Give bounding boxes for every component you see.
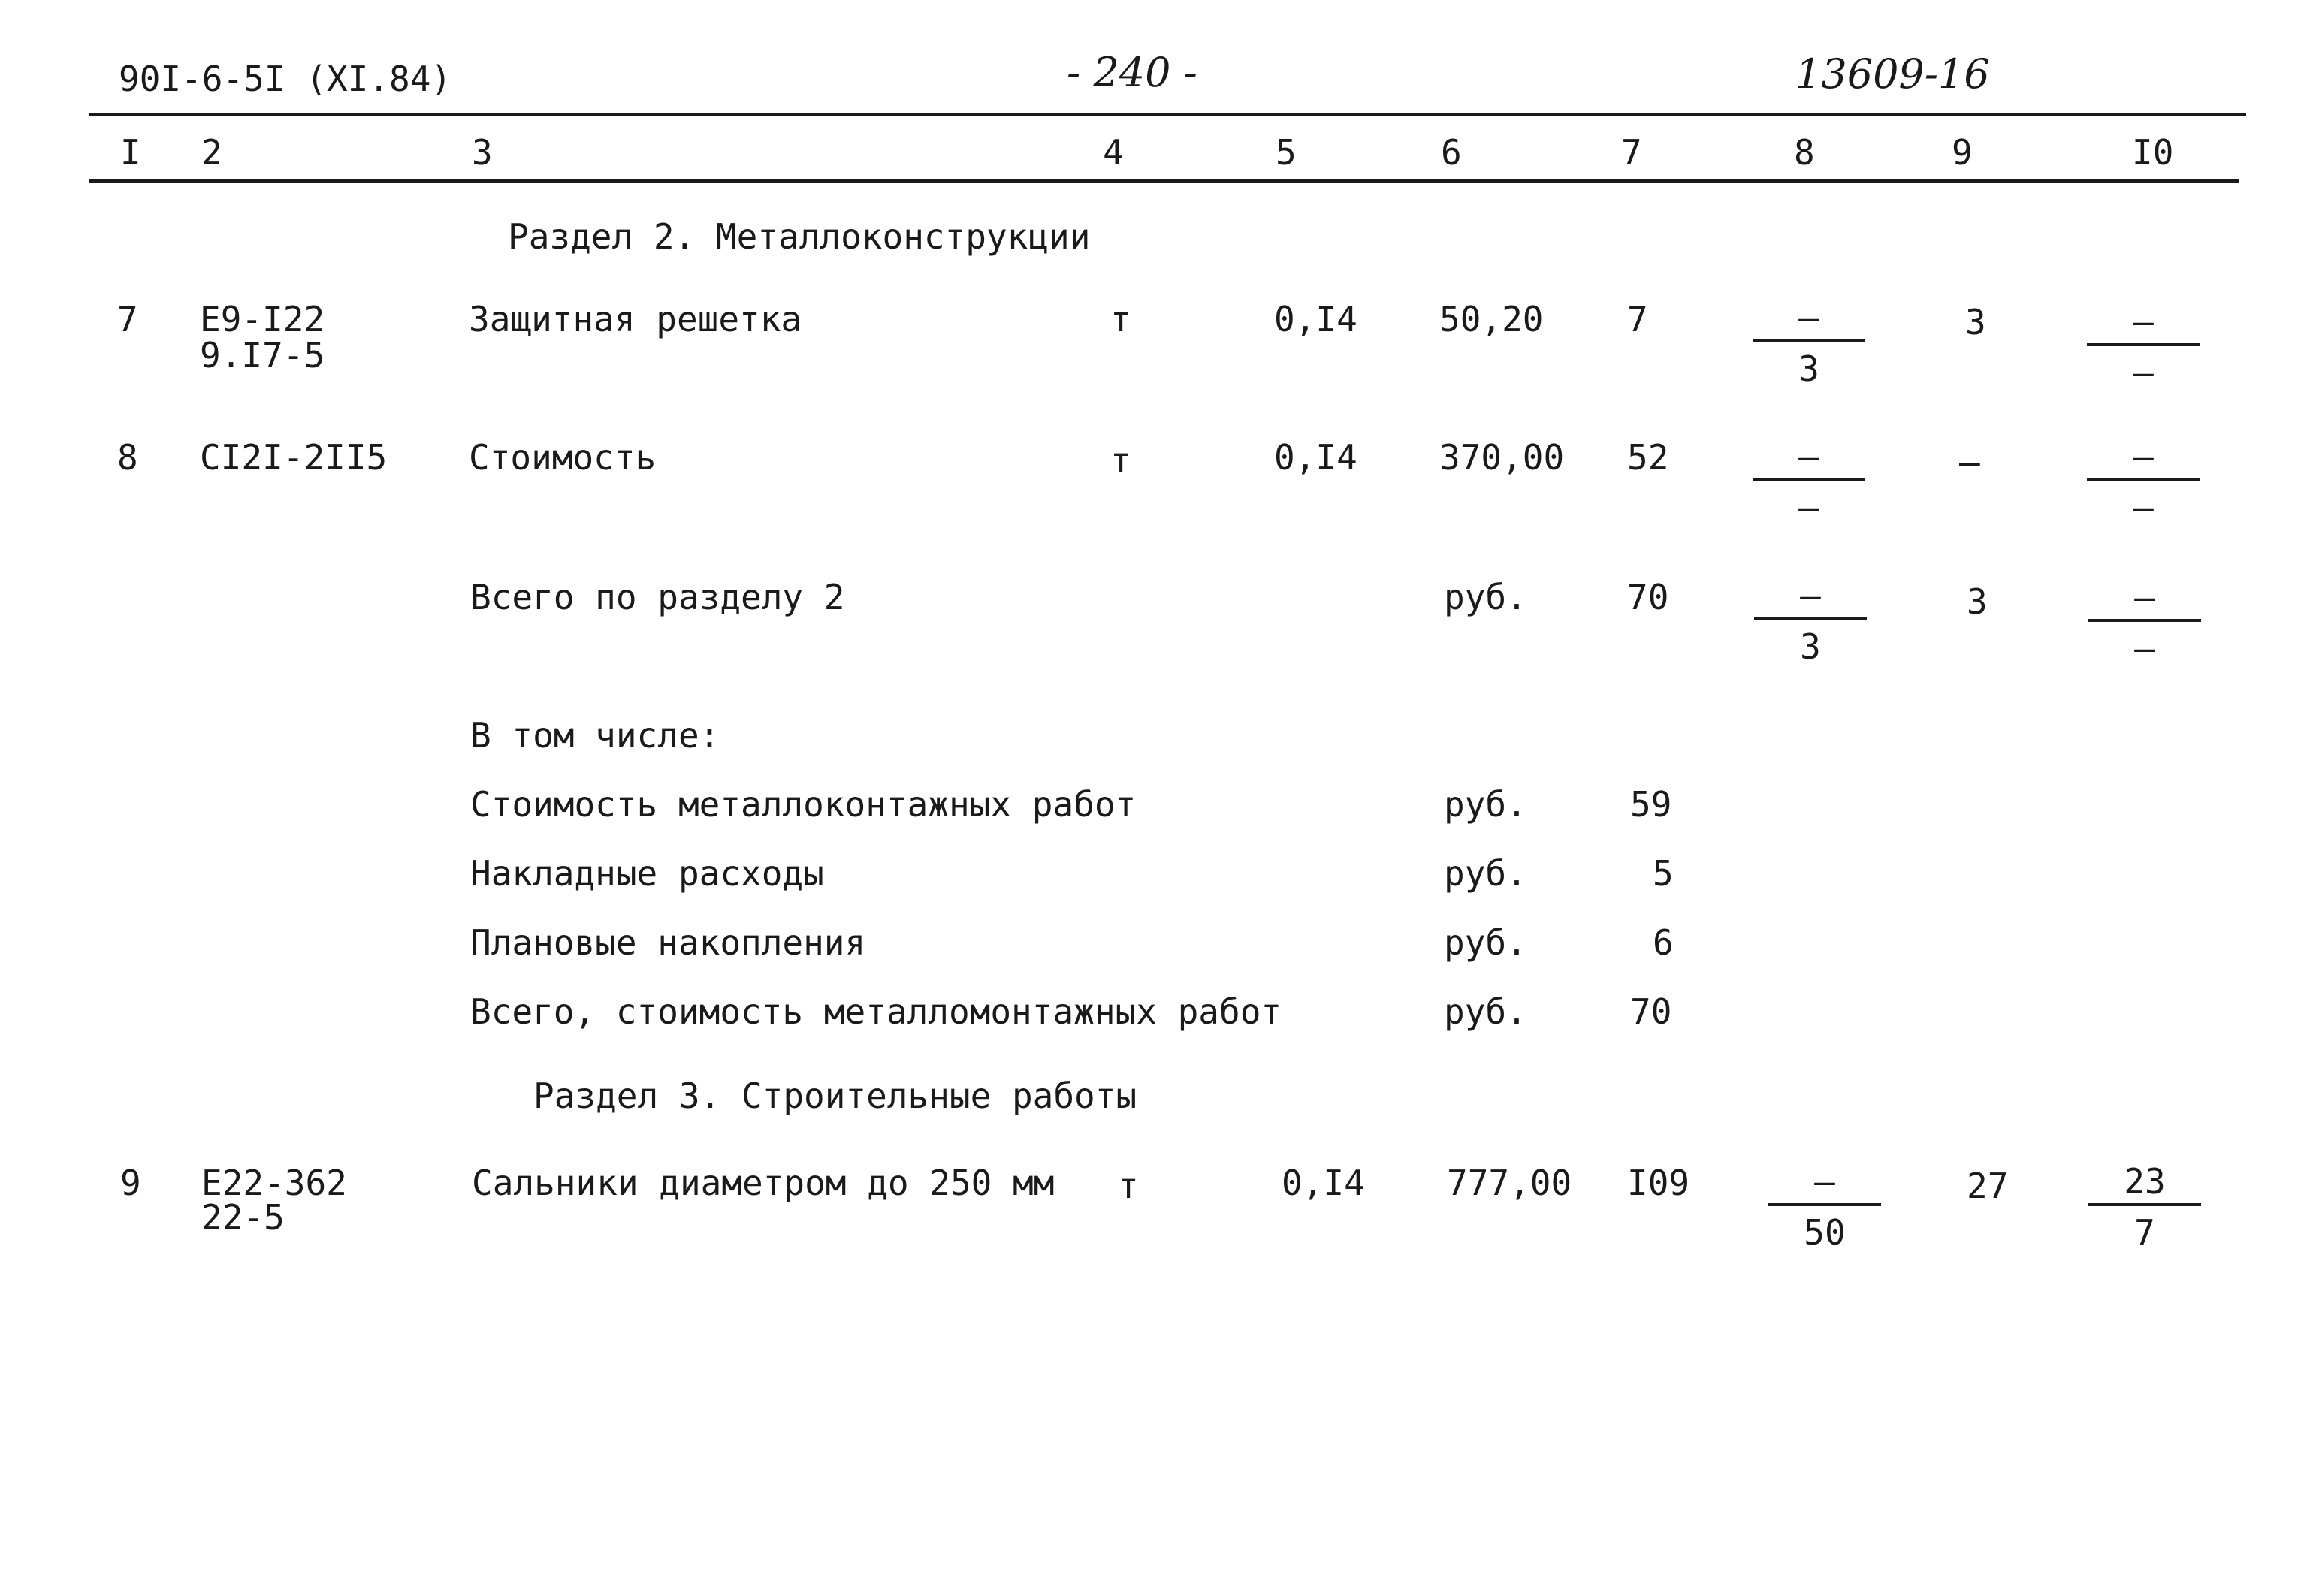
column-9-value: 27 xyxy=(1967,1166,2009,1206)
fraction-denominator: 3 xyxy=(1800,626,1821,667)
column-9-value: – xyxy=(1959,442,1980,482)
rate-code: E22-362 xyxy=(201,1163,347,1203)
breakdown-name: Стоимость металлоконтажных работ xyxy=(470,784,1137,825)
column-10-fraction xyxy=(2088,1161,2201,1254)
header-rule xyxy=(89,113,2246,116)
column-10-fraction xyxy=(2087,436,2200,529)
item-name: Защитная решетка xyxy=(469,299,802,339)
row-number: 8 xyxy=(117,437,138,478)
row-number: 7 xyxy=(117,299,138,339)
fraction-numerator: – xyxy=(2133,301,2154,342)
column-number: 4 xyxy=(1103,132,1124,173)
fraction-numerator: 23 xyxy=(2124,1161,2166,1202)
fraction-numerator: – xyxy=(1814,1161,1835,1202)
column-10-fraction xyxy=(2088,577,2201,670)
unit-price: 50,20 xyxy=(1439,299,1544,339)
fraction-bar xyxy=(2087,343,2200,346)
item-name: Сальники диаметром до 250 мм xyxy=(472,1163,1055,1203)
column-number: I xyxy=(120,132,141,173)
fraction-denominator: 7 xyxy=(2134,1212,2155,1253)
column-number: 6 xyxy=(1441,132,1462,173)
fraction-denominator: – xyxy=(2133,487,2154,528)
total-cost: 7 xyxy=(1627,299,1648,339)
unit: руб. xyxy=(1444,853,1527,894)
fraction-numerator: – xyxy=(1798,297,1819,338)
fraction-denominator: – xyxy=(1798,487,1819,528)
row-number: 9 xyxy=(120,1163,141,1203)
column-number: 2 xyxy=(201,132,222,173)
column-number: 7 xyxy=(1621,132,1642,173)
fraction-bar xyxy=(2087,478,2200,481)
quantity: 0,I4 xyxy=(1274,437,1357,478)
breakdown-name: Плановые накопления xyxy=(470,922,866,963)
rate-code: CI2I-2II5 xyxy=(200,437,388,478)
column-9-value: 3 xyxy=(1967,581,1988,622)
document-code: 90I-6-5I (XI.84) xyxy=(119,59,452,99)
fraction-bar xyxy=(2088,1203,2201,1206)
total-cost: 70 xyxy=(1627,577,1669,617)
total-cost: I09 xyxy=(1627,1163,1690,1203)
fraction-bar xyxy=(1753,339,1865,342)
unit-price: 370,00 xyxy=(1439,437,1565,478)
fraction-denominator: 3 xyxy=(1798,348,1819,389)
page-number: - 240 - xyxy=(1067,49,1197,96)
unit: руб. xyxy=(1444,991,1527,1032)
fraction-bar xyxy=(1753,478,1865,481)
breakdown-name: Всего, стоимость металломонтажных работ xyxy=(470,991,1282,1032)
unit-price: 777,00 xyxy=(1447,1163,1572,1203)
column-number: 8 xyxy=(1794,132,1815,173)
section-3-title: Раздел 3. Строительные работы xyxy=(533,1076,1137,1116)
section-2-title: Раздел 2. Металлоконструкции xyxy=(508,216,1091,257)
item-name: Стоимость xyxy=(469,437,657,478)
unit: т xyxy=(1110,440,1131,481)
including-label: В том числе: xyxy=(470,715,720,756)
fraction-numerator: – xyxy=(2133,436,2154,477)
fraction-denominator: – xyxy=(2133,352,2154,393)
breakdown-name: Накладные расходы xyxy=(470,853,824,894)
quantity: 0,I4 xyxy=(1274,299,1357,339)
fraction-numerator: – xyxy=(2134,577,2155,617)
column-header-rule xyxy=(89,179,2239,183)
fraction-numerator: – xyxy=(1800,575,1821,616)
rate-code-secondary: 22-5 xyxy=(201,1197,285,1238)
unit: т xyxy=(1118,1166,1139,1206)
total-cost: 59 xyxy=(1630,784,1672,825)
unit: руб. xyxy=(1444,784,1527,825)
column-number: 3 xyxy=(472,132,493,173)
total-cost: 70 xyxy=(1630,991,1672,1032)
fraction-bar xyxy=(1768,1203,1881,1206)
unit: т xyxy=(1110,299,1131,339)
unit: руб. xyxy=(1444,577,1527,617)
column-9-value: 3 xyxy=(1965,302,1986,342)
column-10-fraction xyxy=(2087,301,2200,394)
fraction-denominator: 50 xyxy=(1804,1212,1846,1253)
total-cost: 52 xyxy=(1627,437,1669,478)
quantity: 0,I4 xyxy=(1282,1163,1365,1203)
sheet-number: 13609-16 xyxy=(1795,50,1990,98)
column-number: 5 xyxy=(1276,132,1297,173)
fraction-bar xyxy=(1754,617,1867,620)
rate-code: E9-I22 xyxy=(200,299,325,339)
rate-code-secondary: 9.I7-5 xyxy=(200,335,325,376)
subtotal-label: Всего по разделу 2 xyxy=(470,577,845,617)
unit: руб. xyxy=(1444,922,1527,963)
fraction-denominator: – xyxy=(2134,628,2155,668)
fraction-bar xyxy=(2088,619,2201,622)
total-cost: 5 xyxy=(1653,853,1674,894)
column-number: I0 xyxy=(2132,132,2174,173)
column-number: 9 xyxy=(1952,132,1973,173)
column-8-fraction xyxy=(1768,1161,1881,1254)
column-8-fraction xyxy=(1753,436,1865,529)
fraction-numerator: – xyxy=(1798,436,1819,477)
total-cost: 6 xyxy=(1653,922,1674,963)
column-8-fraction xyxy=(1754,575,1867,668)
column-8-fraction xyxy=(1753,297,1865,391)
